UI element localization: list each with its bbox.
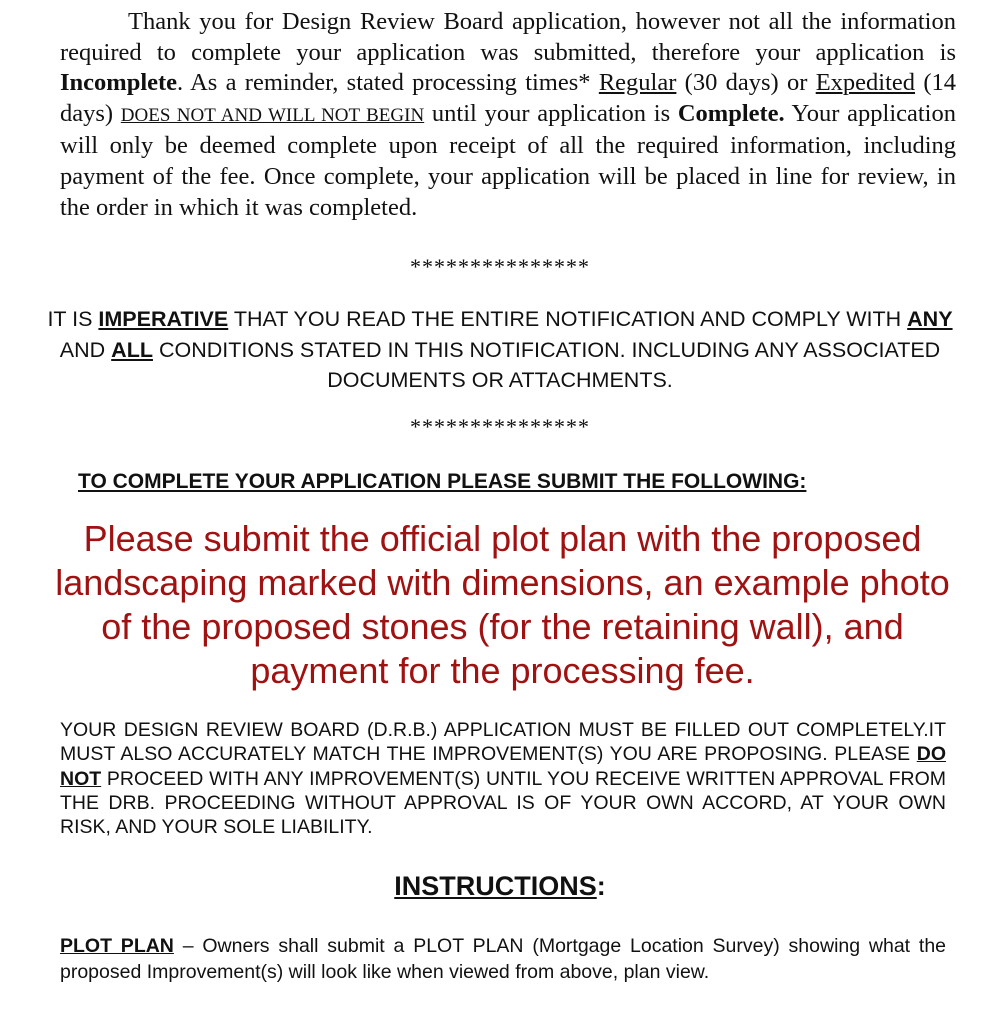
intro-paragraph — [60, 7, 956, 223]
imperative-emphasis: IMPERATIVE — [98, 307, 229, 331]
do-not-emphasis: DO NOT — [60, 743, 946, 790]
complete-application-heading: TO COMPLETE YOUR APPLICATION PLEASE SUBMIT THE FOLLOWING: — [78, 470, 807, 493]
separator-stars-2: *************** — [410, 414, 590, 439]
imperative-notice — [40, 304, 960, 396]
intro-text-3: (30 days) or — [676, 69, 816, 97]
incomplete-emphasis: Incomplete — [60, 69, 178, 97]
imperative-text-1: IT IS — [47, 307, 99, 331]
complete-emphasis: Complete. — [677, 99, 785, 127]
instructions-colon: : — [596, 871, 606, 901]
does-not-begin-notice: DOES NOT AND WILL NOT BEGIN — [120, 104, 425, 126]
drb-text-2: PROCEED WITH ANY IMPROVEMENT(S) UNTIL YOU RECEIVE WRITTEN APPROVAL FROM THE DRB. PROCEEDING WITHOUT APPROVAL IS OF YOUR OWN ACCORD, AT YOUR OWN RISK, AND YOUR SOLE LIABILITY. — [60, 767, 946, 839]
intro-text-4: (14 days) — [60, 69, 956, 127]
intro-text-2: . As a reminder, stated processing times* — [177, 69, 599, 97]
plot-plan-label: PLOT PLAN — [60, 935, 174, 957]
plot-plan-instruction — [60, 933, 946, 985]
intro-text-6: Your application will only be deemed complete upon receipt of all the required information, including payment of the fee. Once complete, your application will be placed in line for review, in the order in which it was completed. — [60, 99, 956, 221]
intro-text-5: until your application is — [424, 99, 678, 127]
imperative-text-3: AND — [59, 337, 112, 362]
any-emphasis: ANY — [907, 307, 953, 331]
imperative-text-2: THAT YOU READ THE ENTIRE NOTIFICATION AND COMPLY WITH — [228, 307, 908, 331]
instructions-heading — [0, 871, 1000, 902]
regular-processing-term: Regular — [598, 69, 677, 97]
intro-text-1: Thank you for Design Review Board application, however not all the information required to complete your application was submitted, therefore your application is — [60, 8, 956, 66]
drb-notice — [60, 718, 946, 839]
plot-plan-text: – Owners shall submit a PLOT PLAN (Mortgage Location Survey) showing what the proposed Improvement(s) will look like when viewed from above, plan view. — [60, 935, 947, 983]
separator-stars-1: *************** — [410, 254, 590, 279]
required-items-notice: Please submit the official plot plan with the proposed landscaping marked with dimensions, an example photo of the proposed stones (for the retaining wall), and payment for the processing fee. — [55, 518, 950, 691]
all-emphasis: ALL — [111, 337, 153, 362]
instructions-title: INSTRUCTIONS — [394, 871, 597, 901]
drb-text-1: YOUR DESIGN REVIEW BOARD (D.R.B.) APPLICATION MUST BE FILLED OUT COMPLETELY.IT MUST ALSO ACCURATELY MATCH THE IMPROVEMENT(S) YOU ARE PROPOSING. PLEASE — [60, 719, 946, 766]
expedited-processing-term: Expedited — [815, 69, 916, 97]
imperative-text-4: CONDITIONS STATED IN THIS NOTIFICATION. INCLUDING ANY ASSOCIATED DOCUMENTS OR ATTACHMENTS. — [152, 337, 941, 392]
